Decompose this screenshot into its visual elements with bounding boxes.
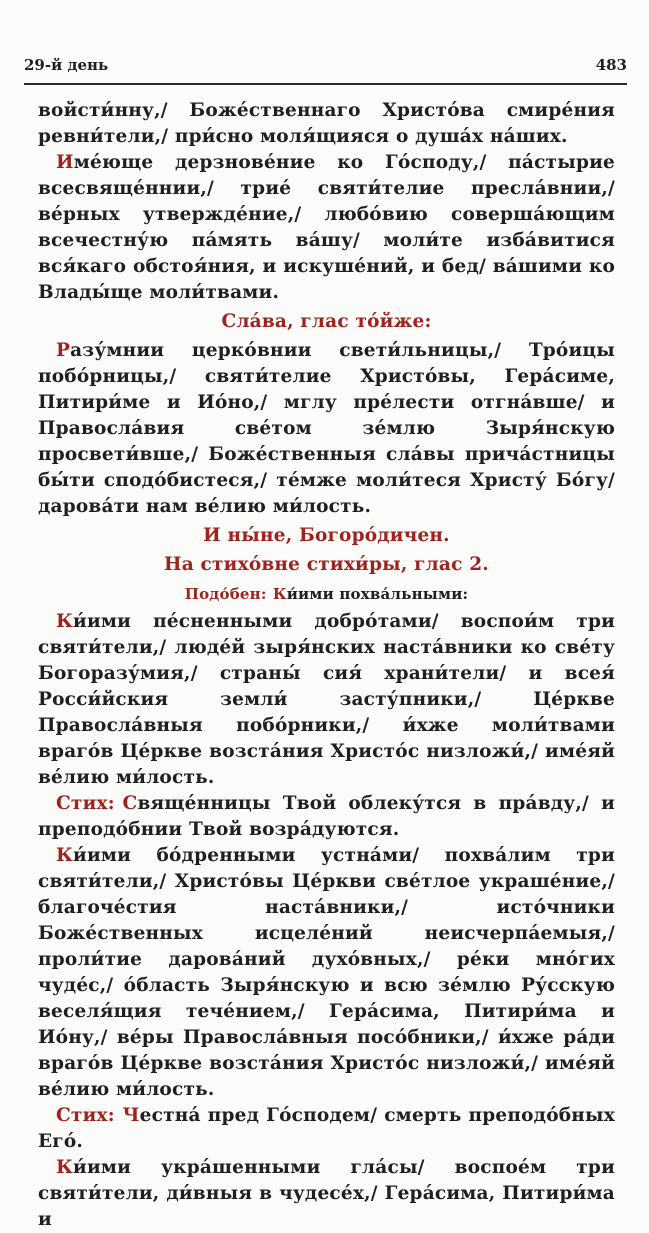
red-initial: С <box>122 793 138 814</box>
rubric-slava: Сла́ва, глас то́йже: <box>221 311 432 332</box>
red-initial: Ч <box>122 1105 140 1126</box>
rubric-stihovne: На стихо́вне стихи́ры, глас 2. <box>164 554 489 575</box>
header-rule <box>24 83 627 85</box>
liturgical-text <box>38 98 615 1233</box>
podoben-incipit: и́ими похва́льными: <box>286 585 469 603</box>
paragraph-continuation <box>38 98 615 150</box>
paragraph-sticheron <box>38 1155 615 1233</box>
page-number: 483 <box>595 56 627 74</box>
red-initial: Р <box>56 340 71 361</box>
paragraph-text: азу́мнии церко́внии свети́льницы,/ Тро́ицы побо́рницы,/ святи́телие Христо́вы, Гера́симе, Питири́ме и Ио́но,/ мглу пре́лести отгна́вше/ и Правосла́вия све́том зе́млю Зыря́нскую просвети́вше,/ Боже́ственныя сла́вы прича́стницы бы́ти сподо́бистеся,/ те́мже моли́теся Христу́ Бо́гу/ дарова́ти нам ве́лию ми́лость. <box>38 340 615 517</box>
paragraph-text: вяще́нницы Твой облеку́тся в пра́вду,/ и преподо́бнии Твой возра́дуются. <box>38 793 615 840</box>
red-initial: К <box>56 611 74 632</box>
red-initial: И <box>56 152 74 173</box>
paragraph-stich-verse <box>38 791 615 843</box>
running-head <box>24 0 627 74</box>
podoben-label: Подо́бен: <box>184 585 267 603</box>
paragraph-sticheron <box>38 609 615 791</box>
paragraph-text: естна́ пред Го́сподем/ смерть преподо́бных Его́. <box>38 1105 615 1152</box>
paragraph-text: и́ими пе́сненными добро́тами/ воспои́м три святи́тели,/ люде́й зыря́нских наста́вники ко све́ту Богоразу́мия,/ страны́ сия́ храни́тели/ и всея́ Росси́йския земли́ засту́пники,/ Це́ркве Правосла́вныя побо́рники,/ и́хже моли́твами враго́в Це́ркве возста́ния Христо́с низложи́,/ име́яй ве́лию ми́лость. <box>38 611 615 788</box>
red-initial: К <box>272 585 287 603</box>
paragraph-text: и́ими укра́шенными гла́сы/ воспое́м три святи́тели, ди́вныя в чудесе́х,/ Гера́сима, Питири́ма и <box>38 1157 615 1230</box>
stich-label: Стих: <box>56 1105 115 1126</box>
paragraph-sticheron <box>38 338 615 520</box>
paragraph-sticheron <box>38 843 615 1103</box>
paragraph-sticheron <box>38 150 615 306</box>
rubric-podoben <box>38 581 615 607</box>
rubric-inyne: И ны́не, Богоро́дичен. <box>203 525 450 546</box>
paragraph-text: и́ими бо́дренными устна́ми/ похва́лим три святи́тели,/ Христо́вы Це́ркви све́тлое украше́ние,/ благоче́стия наста́вники,/ исто́чники Боже́ственных исцеле́ний неисчерпа́емыя,/ проли́тие дарова́ний духо́вных,/ ре́ки мно́гих чуде́с,/ о́бласть Зыря́нскую и всю зе́млю Ру́сскую веселя́щия тече́нием,/ Гера́сима, Питири́ма и Ио́ну,/ ве́ры Правосла́вныя посо́бники,/ и́хже ра́ди враго́в Це́ркве возста́ния Христо́с низложи́,/ име́яй ве́лию ми́лость. <box>38 845 615 1100</box>
paragraph-stich-verse <box>38 1103 615 1155</box>
paragraph-text: войсти́нну,/ Боже́ственнаго Христо́ва смире́ния ревни́тели,/ при́сно моля́щияся о душа́х на́ших. <box>38 100 615 147</box>
red-initial: К <box>56 845 74 866</box>
day-label: 29-й день <box>24 56 109 74</box>
paragraph-text: ме́юще дерзнове́ние ко Го́споду,/ па́стырие всесвяще́ннии,/ трие́ святи́телие пресла́внии,/ ве́рных утвержде́ние,/ любо́вию соверша́ющим всечестну́ю па́мять ва́шу/ моли́те изба́витися вся́каго обстоя́ния, и искуше́ний, и бед/ ва́шими ко Влады́ще моли́твами. <box>38 152 615 303</box>
stich-label: Стих: <box>56 793 115 814</box>
red-initial: К <box>56 1157 74 1178</box>
